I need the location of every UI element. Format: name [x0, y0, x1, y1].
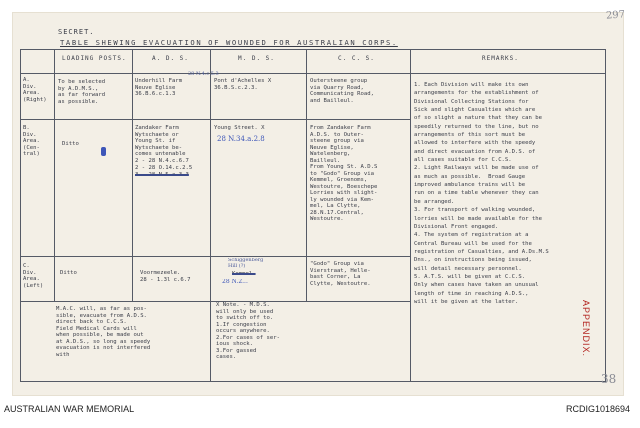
row-c-ccs: "Godo" Group via Vierstraat, Helle- bast Corner, La Clytte, Westoutre. — [310, 261, 371, 287]
row-c-mds-struck: Kemmel. — [232, 271, 256, 277]
row-c-label: C. Div. Area. (Left) — [23, 263, 44, 289]
row-a-loading-posts: To be selected by A.D.M.S., as far forward as possible. — [58, 79, 106, 105]
row-a-ccs: Outersteene group via Quarry Road, Communicating Road, and Bailleul. — [310, 78, 374, 104]
mds-note: X Note. - M.D.S. will only be used to switch off to. 1.If congestion occurs anywhere. 2.For cases of ser- ious shock. 3.For gassed cases. — [216, 302, 280, 360]
row-b-loading-posts: Ditto — [62, 141, 79, 147]
row-a-mds: Pont d'Achelles X 36.B.S.c.2.3. — [214, 78, 272, 91]
handwritten-page-number: 297 — [605, 9, 626, 22]
col-header-ads: A. D. S. — [152, 55, 189, 62]
row-a-label: A. Div. Area. (Right) — [23, 77, 47, 103]
security-classification: SECRET. — [58, 28, 95, 36]
archive-credit: AUSTRALIAN WAR MEMORIAL — [4, 404, 135, 414]
row-b-ads-refs: 2 - 28 N.4.c.6.7 2 - 28 O.14.c.2.5 — [135, 158, 193, 171]
remarks-text: 1. Each Division will make its own arrangements for the establishment of Divisional Collecting Stations for Sick and slight Casualties which are of so slight a nature that they can be speedily returned to the line, but no arrangements of this sort must be allowed to interfere with the speedy and direct evacuation from A.D.S. of all cases suitable for C.C.S. 2. Light Railways will be made use of as much as possible. Broad Gauge improved ambulance trains will be run on a time table whenever they can be arranged. 3. For transport of walking wounded, lorries will be made available for the Divisional Front engaged. 4. The system of registration at a Central Bureau will be used for the registration of Casualties, and A.Ds.M.S Dns., on instructions being issued, will detail necessary personnel. 5. A.T.S. will be given at C.C.S. Only when cases have taken an unusual length of time in reaching A.D.S., will it be given at the latter. — [414, 82, 549, 305]
row-c-ads: Voormezeele. 28 - 1.3l c.6.7 — [140, 270, 191, 283]
col-header-loading-posts: LOADING POSTS. — [62, 55, 127, 62]
row-b-ads-struck-ref: 3 - 28 N.5.a.3.3 — [135, 172, 189, 178]
blue-pencil-mark — [101, 147, 106, 156]
row-b-mds: Young Street. X — [214, 125, 265, 131]
row-b-label: B. Div. Area. (Cen- tral) — [23, 125, 40, 157]
row-a-ads-handwritten-ref: 28 N.4.c 5.3 — [188, 71, 219, 77]
row-b-ccs: From Zandaker Farm A.D.S. to Outer- steene group via Neuve Eglise, Watelenberg, Bailleul. From Young St. A.D.S to "Godo" Group via Kemmel, Groenoms, Westoutre, Boeschepe Lorries with slight- ly wounded via Kem- mel, La Clytte, 28.N.17.Central, Westoutre. — [310, 125, 378, 222]
evacuation-table — [20, 49, 606, 382]
row-c-loading-posts: Ditto — [60, 270, 77, 276]
archive-id: RCDIG1018694 — [565, 404, 630, 414]
col-header-ccs: C. C. S. — [338, 55, 375, 62]
col-header-remarks: REMARKS. — [482, 55, 519, 62]
row-c-mds-handwritten: Schiggenberg Hill (?) — [228, 258, 264, 269]
document-heading: TABLE SHEWING EVACUATION OF WOUNDED FOR AUSTRALIAN CORPS. — [60, 38, 398, 47]
mac-notes: M.A.C. will, as far as pos- sible, evacuate from A.D.S. direct back to C.C.S. Field Medical Cards will when possible, be made out at A.D.S., so long as speedy evacuation is not interfered with — [56, 306, 151, 358]
row-a-ads: Underhill Farm Neuve Eglise 36.B.6.c.1.3 — [135, 78, 183, 97]
row-c-mds-handwritten-ref: 28 N.2... — [222, 279, 248, 285]
col-header-mds: M. D. S. — [238, 55, 275, 62]
row-b-mds-handwritten-ref: 28 N.34.a.2.8 — [217, 135, 265, 143]
handwritten-page-mark: 38 — [601, 372, 617, 386]
row-b-ads: Zandaker Farm Wytschaete or Young St. if Wytschaete be- comes untenable — [135, 125, 186, 157]
appendix-stamp: APPENDIX. — [581, 300, 591, 358]
